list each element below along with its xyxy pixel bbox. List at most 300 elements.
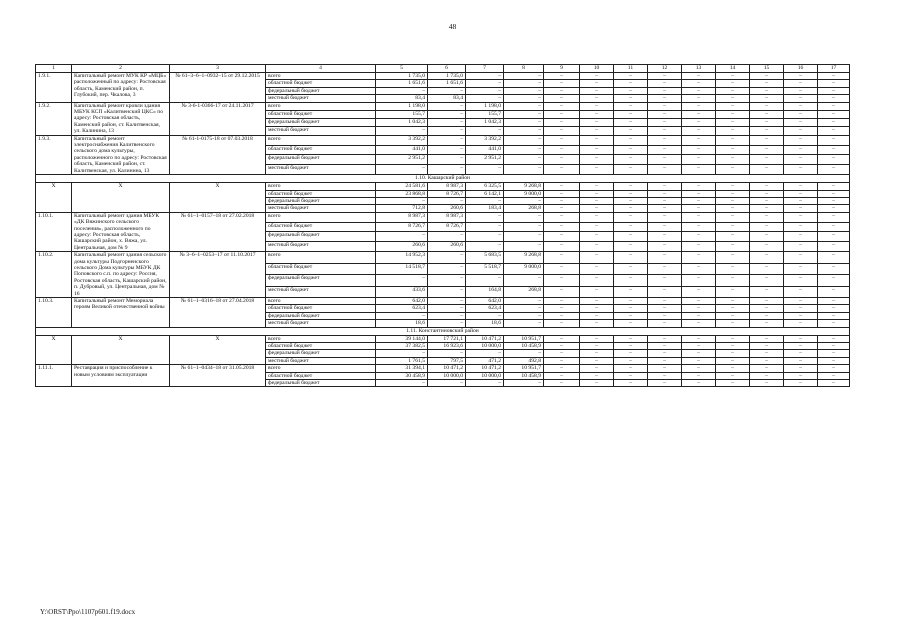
amount-cell: – [504, 73, 544, 80]
amount-cell: – [682, 165, 716, 175]
amount-cell: – [818, 365, 850, 372]
amount-cell: – [818, 95, 850, 102]
amount-cell: – [504, 380, 544, 387]
amount-cell: – [716, 87, 750, 94]
amount-cell: – [750, 232, 784, 242]
amount-cell: – [716, 197, 750, 204]
amount-cell: – [818, 380, 850, 387]
amount-cell: – [614, 212, 648, 222]
amount-cell: 3 392,2 [466, 135, 504, 145]
amount-cell: – [580, 286, 614, 297]
amount-cell: 433,6 [376, 286, 428, 297]
amount-cell: – [750, 365, 784, 372]
amount-cell: – [580, 350, 614, 357]
amount-cell: – [504, 102, 544, 110]
amount-cell: – [716, 298, 750, 305]
expertise-document: Х [170, 183, 266, 213]
amount-cell: – [784, 350, 818, 357]
amount-cell: 10 951,7 [504, 365, 544, 372]
amount-cell: – [580, 110, 614, 118]
amount-cell: – [784, 212, 818, 222]
amount-cell: – [504, 80, 544, 87]
amount-cell: – [614, 252, 648, 263]
budget-source: всего [266, 212, 376, 222]
amount-cell: – [580, 335, 614, 342]
amount-cell: – [504, 320, 544, 327]
amount-cell: – [428, 197, 466, 204]
amount-cell: – [544, 73, 580, 80]
amount-cell: – [818, 205, 850, 212]
amount-cell: – [614, 305, 648, 312]
amount-cell: – [428, 155, 466, 165]
amount-cell: – [716, 205, 750, 212]
amount-cell: – [716, 183, 750, 190]
amount-cell: – [580, 127, 614, 135]
budget-source: всего [266, 365, 376, 372]
expertise-document: Х [170, 335, 266, 365]
amount-cell: – [466, 275, 504, 286]
amount-cell: – [648, 343, 682, 350]
amount-cell: – [544, 305, 580, 312]
amount-cell: – [428, 165, 466, 175]
table-row [36, 298, 850, 305]
amount-cell: – [784, 365, 818, 372]
header-row [36, 65, 850, 73]
amount-cell: – [544, 320, 580, 327]
amount-cell: – [750, 286, 784, 297]
amount-cell: 441,0 [466, 145, 504, 155]
amount-cell: – [544, 286, 580, 297]
amount-cell: – [614, 95, 648, 102]
expertise-document: № 61–3–6–1–0932–15 от 29.12.2015 [170, 73, 266, 103]
column-header: 10 [580, 65, 614, 73]
amount-cell: 2 951,2 [466, 155, 504, 165]
footer-file-path: Y:\ORST\Ppo\1107p601.f19.docx [40, 608, 136, 616]
amount-cell: – [544, 165, 580, 175]
amount-cell: – [648, 365, 682, 372]
amount-cell: – [580, 212, 614, 222]
amount-cell: – [682, 119, 716, 127]
amount-cell: – [818, 135, 850, 145]
table-row [36, 102, 850, 110]
object-name: Капитальный ремонт кровли здания МБУК КСП «Калитвенский ЦКС» по адресу: Ростовская область, Каменский район, ст. Калитвенская, ул. Калинина, 13 [72, 102, 170, 135]
amount-cell: – [544, 80, 580, 87]
budget-source: областной бюджет [266, 80, 376, 87]
amount-cell: – [614, 119, 648, 127]
expertise-document: № 3–6–1–0253–17 от 11.10.2017 [170, 252, 266, 298]
amount-cell: – [580, 155, 614, 165]
amount-cell: – [580, 102, 614, 110]
amount-cell: – [784, 242, 818, 252]
amount-cell: – [818, 80, 850, 87]
amount-cell: 17 721,1 [428, 335, 466, 342]
column-header: 13 [682, 65, 716, 73]
item-number: 1.9.2. [36, 102, 72, 135]
amount-cell: 37 382,5 [376, 343, 428, 350]
amount-cell: – [682, 365, 716, 372]
amount-cell: 10 471,2 [466, 335, 504, 342]
amount-cell: 1 198,0 [466, 102, 504, 110]
section-row [36, 327, 850, 335]
amount-cell: – [580, 183, 614, 190]
budget-source: федеральный бюджет [266, 87, 376, 94]
amount-cell: – [682, 145, 716, 155]
column-header: 1 [36, 65, 72, 73]
amount-cell: – [580, 145, 614, 155]
column-header: 7 [466, 65, 504, 73]
budget-source: федеральный бюджет [266, 119, 376, 127]
amount-cell: – [750, 135, 784, 145]
amount-cell: – [614, 102, 648, 110]
object-name: Х [72, 335, 170, 365]
amount-cell: – [504, 298, 544, 305]
amount-cell: – [504, 222, 544, 232]
budget-source: областной бюджет [266, 222, 376, 232]
amount-cell: – [818, 155, 850, 165]
amount-cell: – [716, 305, 750, 312]
item-number: 1.9.1. [36, 73, 72, 103]
amount-cell: – [716, 102, 750, 110]
amount-cell: 623,4 [466, 305, 504, 312]
amount-cell: – [818, 165, 850, 175]
amount-cell: – [750, 357, 784, 364]
amount-cell: – [614, 87, 648, 94]
amount-cell: – [544, 155, 580, 165]
amount-cell: – [682, 242, 716, 252]
amount-cell: – [716, 73, 750, 80]
amount-cell: – [580, 365, 614, 372]
amount-cell: – [580, 357, 614, 364]
amount-cell: – [504, 165, 544, 175]
amount-cell: – [750, 155, 784, 165]
amount-cell: – [716, 135, 750, 145]
amount-cell: – [544, 205, 580, 212]
amount-cell: – [716, 242, 750, 252]
amount-cell: – [750, 263, 784, 274]
budget-source: местный бюджет [266, 205, 376, 212]
amount-cell: – [682, 343, 716, 350]
budget-source: местный бюджет [266, 320, 376, 327]
amount-cell: – [614, 190, 648, 197]
amount-cell: – [682, 102, 716, 110]
amount-cell: – [682, 190, 716, 197]
item-number: 1.10.2. [36, 252, 72, 298]
amount-cell: – [544, 350, 580, 357]
amount-cell: – [544, 127, 580, 135]
amount-cell: – [750, 275, 784, 286]
amount-cell: – [648, 183, 682, 190]
amount-cell: – [648, 312, 682, 319]
amount-cell: – [648, 372, 682, 379]
amount-cell: – [504, 95, 544, 102]
amount-cell: – [784, 298, 818, 305]
amount-cell: – [504, 110, 544, 118]
column-header: 12 [648, 65, 682, 73]
amount-cell: – [614, 312, 648, 319]
amount-cell: – [504, 305, 544, 312]
amount-cell: – [428, 252, 466, 263]
amount-cell: – [716, 190, 750, 197]
budget-table [35, 64, 850, 387]
amount-cell: – [544, 343, 580, 350]
amount-cell: – [580, 305, 614, 312]
amount-cell: – [750, 95, 784, 102]
amount-cell: – [614, 165, 648, 175]
amount-cell: – [648, 95, 682, 102]
amount-cell: – [580, 87, 614, 94]
amount-cell: 260,6 [428, 242, 466, 252]
amount-cell: – [504, 232, 544, 242]
amount-cell: 642,0 [376, 298, 428, 305]
amount-cell: – [648, 87, 682, 94]
column-header: 15 [750, 65, 784, 73]
amount-cell: 8 987,3 [376, 212, 428, 222]
amount-cell: – [784, 155, 818, 165]
amount-cell: 16 923,6 [428, 343, 466, 350]
amount-cell: – [376, 380, 428, 387]
amount-cell: – [544, 110, 580, 118]
amount-cell: 6 142,1 [466, 190, 504, 197]
table-row [36, 335, 850, 342]
amount-cell: – [648, 205, 682, 212]
amount-cell: – [784, 127, 818, 135]
amount-cell: – [648, 212, 682, 222]
amount-cell: 83,4 [376, 95, 428, 102]
amount-cell: – [716, 127, 750, 135]
amount-cell: – [504, 155, 544, 165]
budget-source: федеральный бюджет [266, 312, 376, 319]
amount-cell: – [750, 73, 784, 80]
amount-cell: 18,6 [376, 320, 428, 327]
item-number: Х [36, 335, 72, 365]
amount-cell: 10 000,0 [466, 372, 504, 379]
section-row [36, 175, 850, 183]
amount-cell: – [544, 312, 580, 319]
amount-cell: – [580, 320, 614, 327]
amount-cell: – [466, 165, 504, 175]
amount-cell: – [716, 119, 750, 127]
expertise-document: № 61-1-0175-18 от 07.03.2018 [170, 135, 266, 174]
amount-cell: – [818, 242, 850, 252]
amount-cell: – [682, 312, 716, 319]
amount-cell: – [648, 222, 682, 232]
object-name: Капитальный ремонт МУК КР «МЦБ» расположенный по адресу: Ростовская область, Каменский район, п. Глубокий, пер. Чкалова, 3 [72, 73, 170, 103]
amount-cell: 30 458,9 [376, 372, 428, 379]
amount-cell: – [580, 135, 614, 145]
amount-cell: – [682, 110, 716, 118]
amount-cell: – [580, 232, 614, 242]
amount-cell: – [614, 183, 648, 190]
amount-cell: – [716, 372, 750, 379]
amount-cell: – [818, 197, 850, 204]
amount-cell: – [614, 242, 648, 252]
amount-cell: – [716, 252, 750, 263]
amount-cell: – [428, 87, 466, 94]
amount-cell: – [682, 135, 716, 145]
amount-cell: – [544, 190, 580, 197]
amount-cell: 8 987,3 [428, 183, 466, 190]
amount-cell: 14 952,3 [376, 252, 428, 263]
expertise-document: № 61–1–0157–18 от 27.02.2018 [170, 212, 266, 251]
amount-cell: – [580, 197, 614, 204]
amount-cell: – [466, 350, 504, 357]
amount-cell: – [614, 145, 648, 155]
amount-cell: – [750, 343, 784, 350]
amount-cell: – [614, 335, 648, 342]
amount-cell: – [614, 232, 648, 242]
object-name: Капитальный ремонт Мемориала героям Великой отечественной войны [72, 298, 170, 328]
amount-cell: – [614, 110, 648, 118]
amount-cell: – [614, 155, 648, 165]
amount-cell: – [614, 380, 648, 387]
amount-cell: – [716, 165, 750, 175]
amount-cell: 623,4 [376, 305, 428, 312]
amount-cell: 39 144,0 [376, 335, 428, 342]
amount-cell: – [784, 252, 818, 263]
budget-source: областной бюджет [266, 190, 376, 197]
amount-cell: – [428, 286, 466, 297]
amount-cell: – [544, 252, 580, 263]
amount-cell: 3 392,2 [376, 135, 428, 145]
amount-cell: – [716, 155, 750, 165]
amount-cell: – [614, 350, 648, 357]
amount-cell: – [818, 102, 850, 110]
amount-cell: – [750, 183, 784, 190]
amount-cell: – [784, 80, 818, 87]
amount-cell: – [818, 127, 850, 135]
amount-cell: 83,4 [428, 95, 466, 102]
amount-cell: – [580, 275, 614, 286]
amount-cell: – [648, 335, 682, 342]
amount-cell: – [648, 197, 682, 204]
amount-cell: – [682, 286, 716, 297]
amount-cell: – [784, 165, 818, 175]
amount-cell: – [682, 80, 716, 87]
amount-cell: 9 000,0 [504, 263, 544, 274]
amount-cell: – [682, 357, 716, 364]
amount-cell: – [504, 350, 544, 357]
amount-cell: – [716, 263, 750, 274]
amount-cell: – [504, 212, 544, 222]
amount-cell: 10 458,9 [504, 372, 544, 379]
amount-cell: – [784, 335, 818, 342]
amount-cell: – [784, 197, 818, 204]
amount-cell: – [580, 80, 614, 87]
amount-cell: – [682, 205, 716, 212]
column-header: 2 [72, 65, 170, 73]
budget-source: местный бюджет [266, 242, 376, 252]
amount-cell: – [376, 312, 428, 319]
amount-cell: 9 268,8 [504, 252, 544, 263]
amount-cell: – [682, 320, 716, 327]
amount-cell: 10 951,7 [504, 335, 544, 342]
amount-cell: – [818, 73, 850, 80]
amount-cell: – [466, 380, 504, 387]
amount-cell: – [614, 286, 648, 297]
amount-cell: – [750, 145, 784, 155]
budget-source: областной бюджет [266, 343, 376, 350]
amount-cell: – [818, 145, 850, 155]
amount-cell: – [682, 127, 716, 135]
amount-cell: – [544, 380, 580, 387]
amount-cell: – [580, 242, 614, 252]
amount-cell: – [682, 372, 716, 379]
amount-cell: – [818, 357, 850, 364]
amount-cell: – [504, 135, 544, 145]
amount-cell: – [614, 197, 648, 204]
table-row [36, 73, 850, 80]
amount-cell: – [682, 155, 716, 165]
amount-cell: 1 735,0 [428, 73, 466, 80]
amount-cell: – [544, 335, 580, 342]
amount-cell: 797,5 [428, 357, 466, 364]
amount-cell: – [682, 350, 716, 357]
amount-cell: – [784, 145, 818, 155]
budget-source: федеральный бюджет [266, 350, 376, 357]
budget-source: всего [266, 135, 376, 145]
amount-cell: – [504, 242, 544, 252]
amount-cell: – [750, 320, 784, 327]
budget-source: местный бюджет [266, 357, 376, 364]
amount-cell: – [784, 232, 818, 242]
item-number: 1.9.3. [36, 135, 72, 174]
amount-cell: – [784, 263, 818, 274]
amount-cell: – [648, 135, 682, 145]
amount-cell: 10 471,2 [466, 365, 504, 372]
amount-cell: – [428, 127, 466, 135]
table-row [36, 252, 850, 263]
amount-cell: – [716, 232, 750, 242]
amount-cell: – [580, 380, 614, 387]
item-number: 1.10.1. [36, 212, 72, 251]
amount-cell: – [544, 212, 580, 222]
amount-cell: 8 987,3 [428, 212, 466, 222]
column-header: 14 [716, 65, 750, 73]
amount-cell: – [614, 135, 648, 145]
amount-cell: 10 000,0 [428, 372, 466, 379]
amount-cell: – [376, 197, 428, 204]
amount-cell: – [818, 335, 850, 342]
amount-cell: – [614, 263, 648, 274]
amount-cell: – [544, 95, 580, 102]
budget-source: всего [266, 73, 376, 80]
amount-cell: – [784, 95, 818, 102]
amount-cell: – [784, 135, 818, 145]
amount-cell: – [750, 205, 784, 212]
amount-cell: – [716, 145, 750, 155]
amount-cell: – [648, 350, 682, 357]
amount-cell: – [504, 119, 544, 127]
amount-cell: – [818, 110, 850, 118]
amount-cell: – [648, 357, 682, 364]
amount-cell: – [544, 357, 580, 364]
budget-source: областной бюджет [266, 305, 376, 312]
amount-cell: 471,2 [466, 357, 504, 364]
amount-cell: – [614, 275, 648, 286]
amount-cell: – [818, 343, 850, 350]
amount-cell: – [466, 95, 504, 102]
amount-cell: – [648, 320, 682, 327]
amount-cell: – [648, 155, 682, 165]
amount-cell: – [784, 312, 818, 319]
table-row [36, 183, 850, 190]
table-row [36, 212, 850, 222]
amount-cell: – [716, 110, 750, 118]
amount-cell: – [428, 305, 466, 312]
amount-cell: – [716, 212, 750, 222]
amount-cell: – [580, 372, 614, 379]
amount-cell: – [580, 165, 614, 175]
